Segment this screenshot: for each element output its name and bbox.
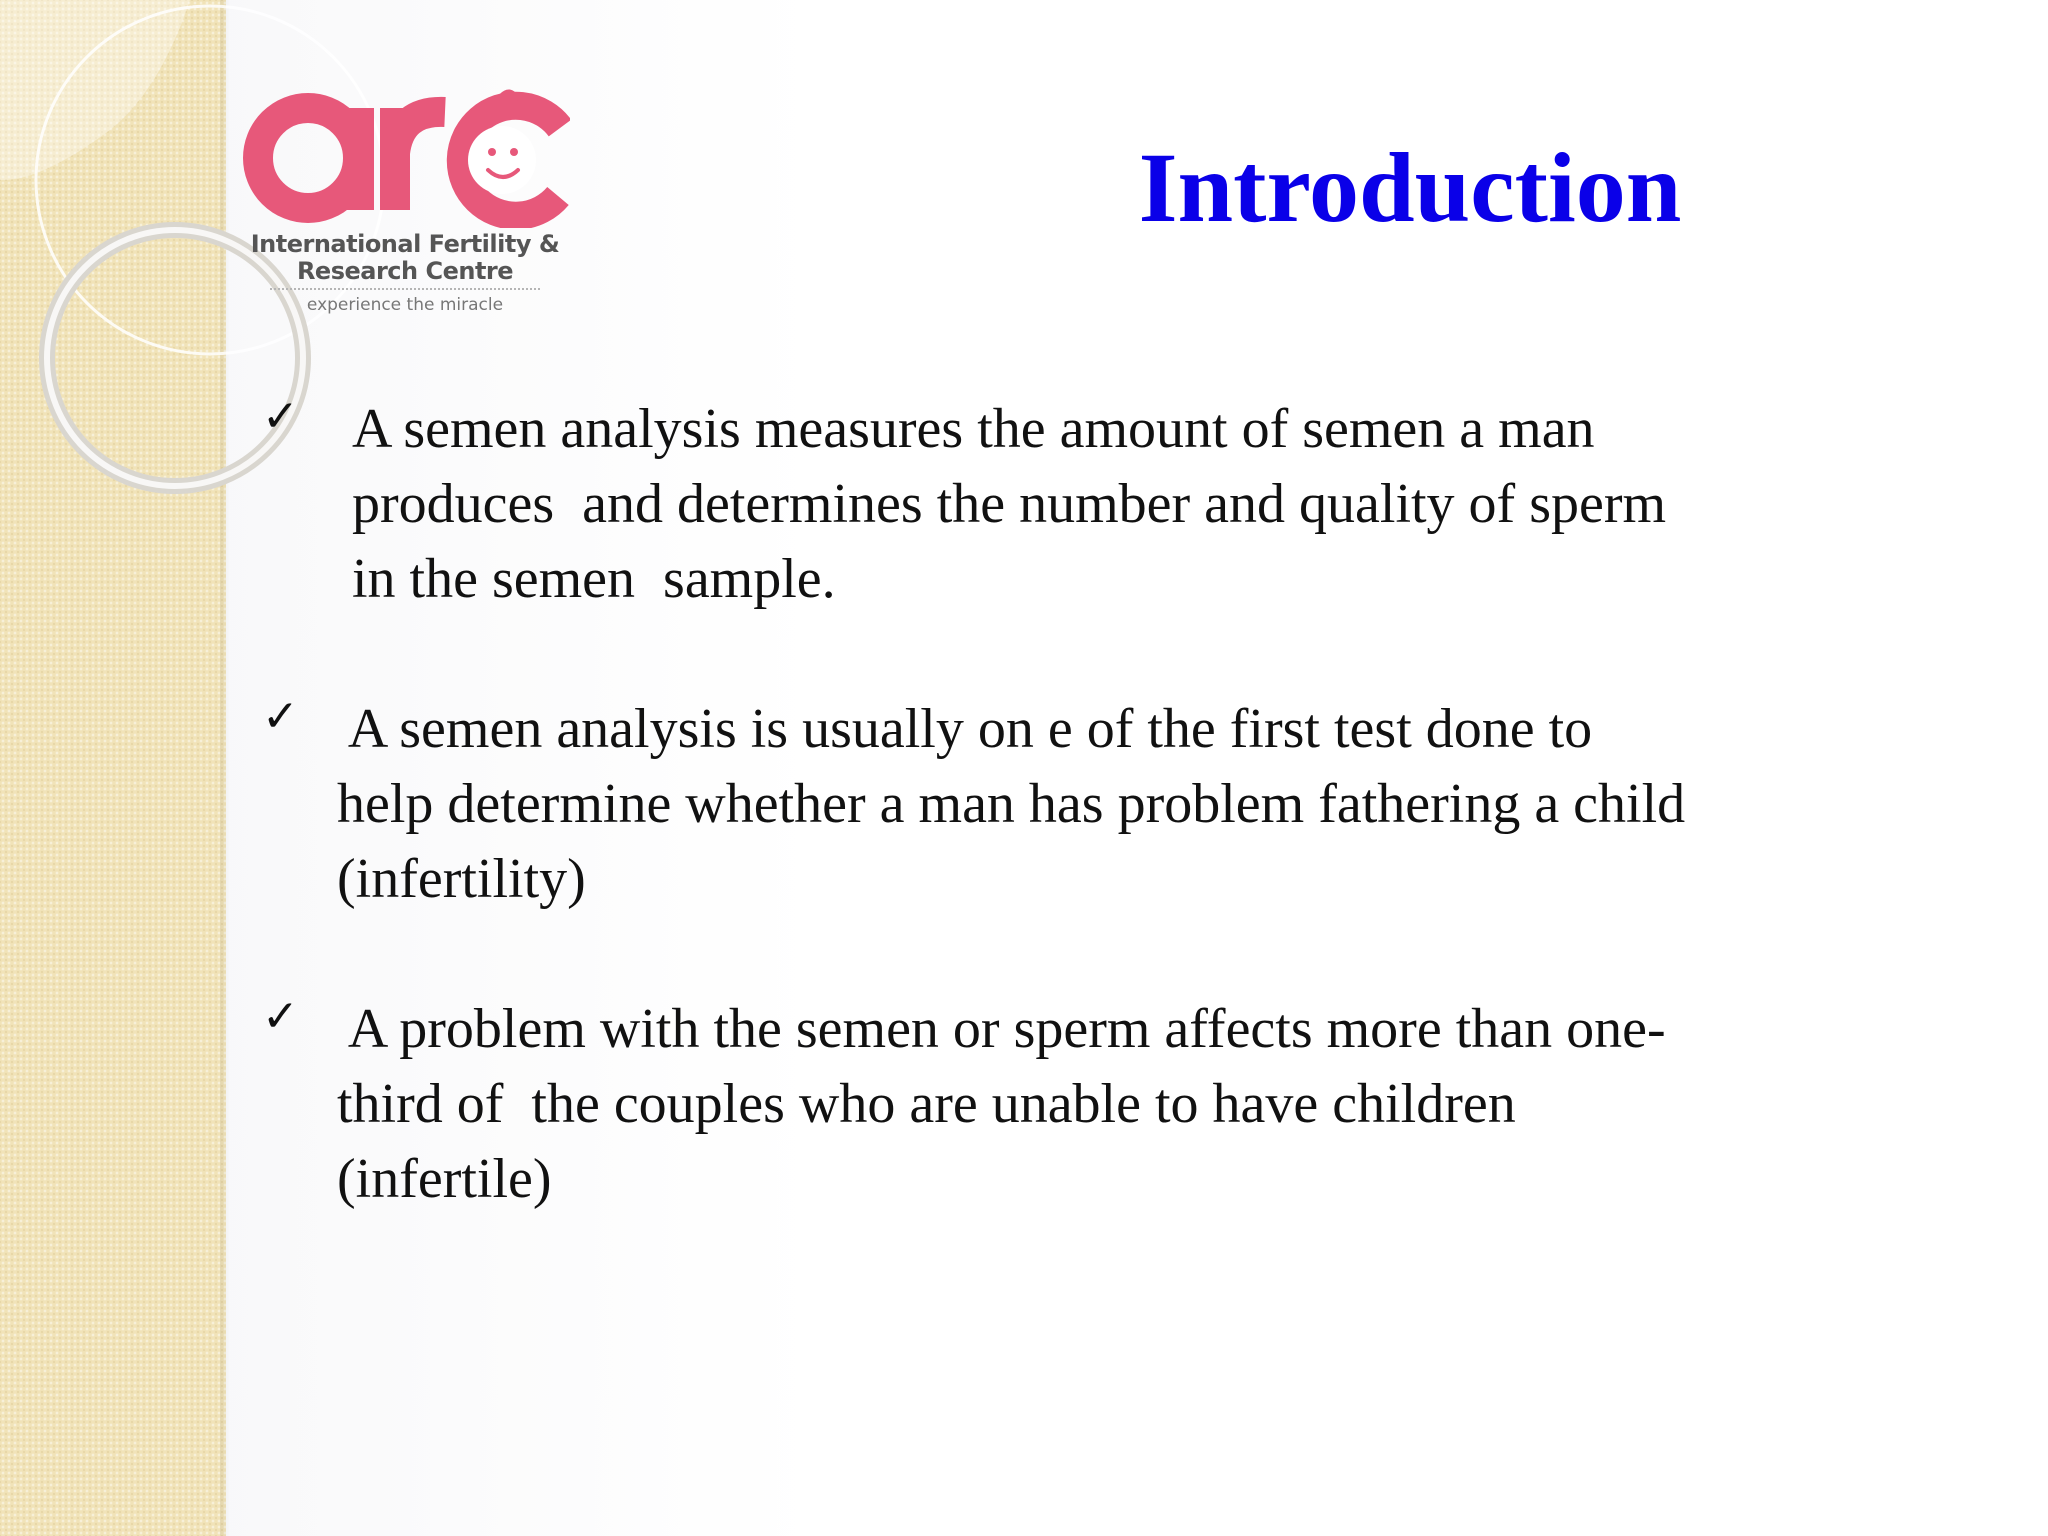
bullet-line: third of the couples who are unable to have children	[337, 1073, 1516, 1135]
bullet-line: A problem with the semen or sperm affects more than one-	[337, 998, 1666, 1060]
bullet-line: A semen analysis measures the amount of semen a man	[352, 398, 1595, 460]
checkmark-icon: ✓	[262, 691, 299, 742]
bullet-line: in the semen sample.	[352, 548, 836, 610]
logo-line-1: International Fertility &	[250, 230, 560, 258]
slide-title: Introduction	[1138, 132, 1682, 243]
logo-line-2: Research Centre	[296, 257, 514, 285]
checkmark-icon: ✓	[262, 991, 299, 1042]
bullet-line: (infertile)	[337, 1148, 552, 1210]
bullet-item	[262, 392, 1882, 617]
bullet-line: A semen analysis is usually on e of the first test done to	[337, 698, 1593, 760]
bullet-line: help determine whether a man has problem fathering a child	[337, 773, 1686, 835]
bullet-item	[262, 992, 1882, 1217]
logo-tagline: experience the miracle	[306, 295, 504, 315]
bullet-line: (infertility)	[337, 848, 586, 910]
arc-logo-mark	[240, 48, 570, 228]
bullet-list	[262, 392, 1882, 1217]
checkmark-icon: ✓	[262, 391, 299, 442]
bullet-line: produces and determines the number and quality of sperm	[352, 473, 1667, 535]
arc-logo	[240, 48, 570, 328]
bullet-item	[262, 692, 1882, 917]
logo-divider	[270, 288, 540, 290]
